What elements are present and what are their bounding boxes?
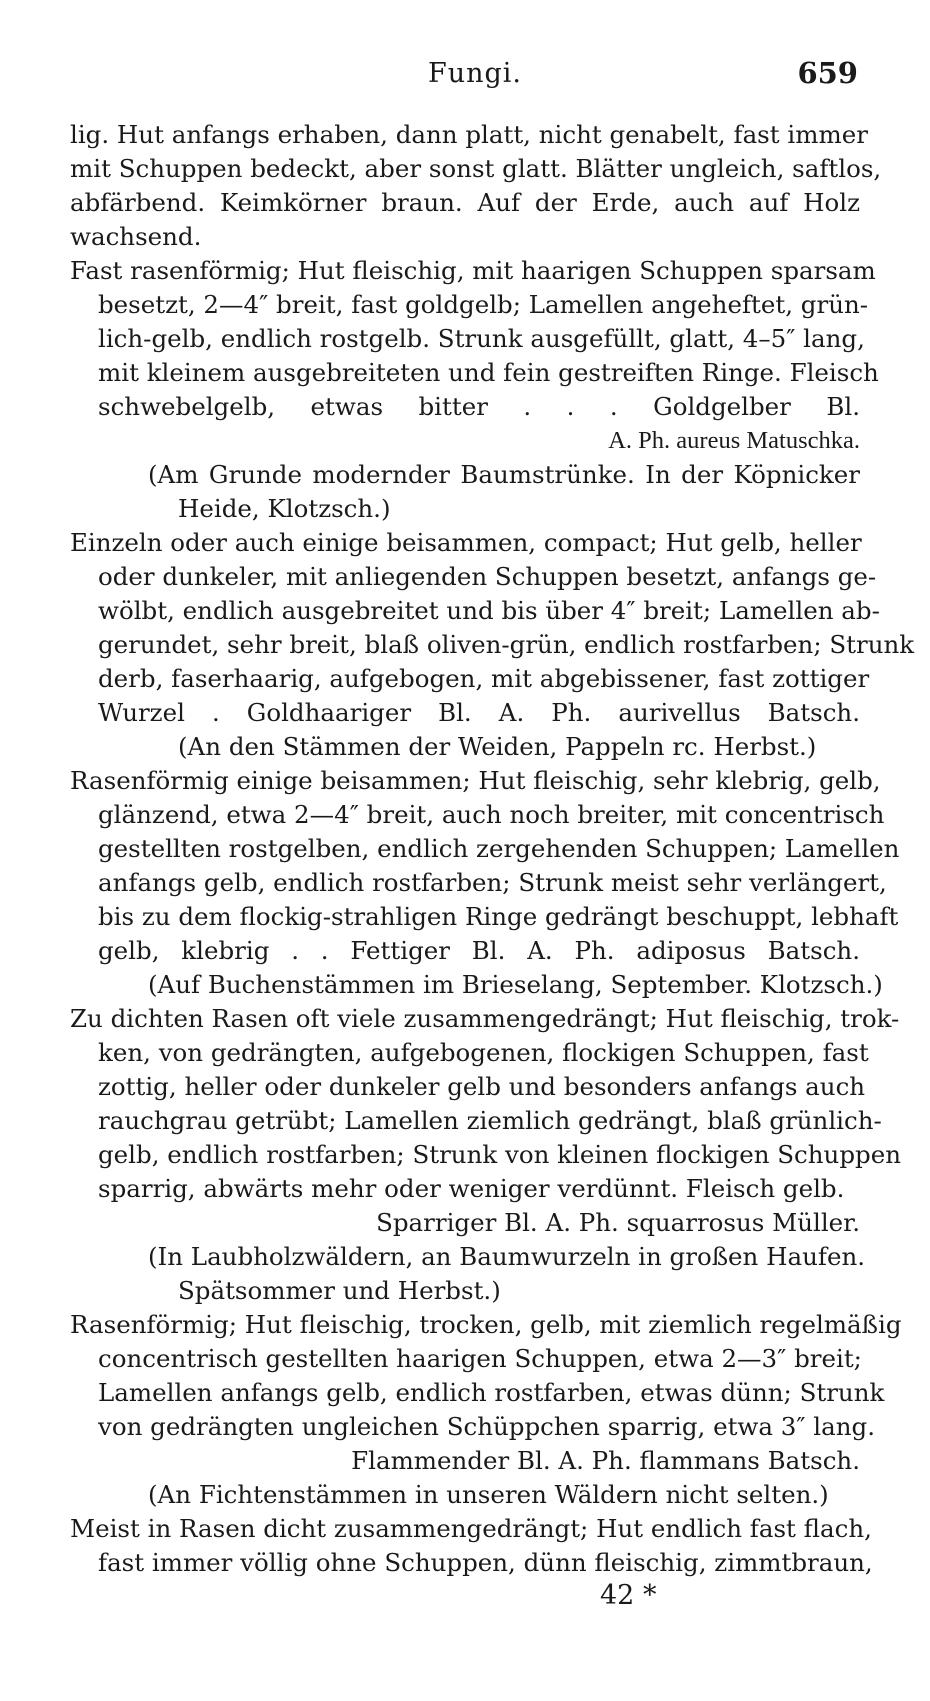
text-line: (An Fichtenstämmen in unseren Wäldern nicht selten.): [148, 1480, 829, 1509]
running-title: Fungi.: [428, 58, 523, 89]
text-line: schwebelgelb, etwas bitter . . . Goldgelber Bl.: [98, 392, 860, 421]
text-line: Rasenförmig einige beisammen; Hut fleischig, sehr klebrig, gelb,: [70, 766, 881, 795]
text-line: zottig, heller oder dunkeler gelb und besonders anfangs auch: [98, 1072, 866, 1101]
text-line: gerundet, sehr breit, blaß oliven-grün, endlich rostfarben; Strunk: [98, 630, 915, 659]
text-line: Rasenförmig; Hut fleischig, trocken, gelb, mit ziemlich regelmäßig: [70, 1310, 902, 1339]
text-line: gestellten rostgelben, endlich zergehenden Schuppen; Lamellen: [98, 834, 900, 863]
text-line: rauchgrau getrübt; Lamellen ziemlich gedrängt, blaß grünlich-: [98, 1106, 882, 1135]
text-line: Lamellen anfangs gelb, endlich rostfarben, etwas dünn; Strunk: [98, 1378, 885, 1407]
text-line: bis zu dem flockig-strahligen Ringe gedrängt beschuppt, lebhaft: [98, 902, 899, 931]
text-line: besetzt, 2—4″ breit, fast goldgelb; Lamellen angeheftet, grün-: [98, 290, 869, 319]
text-line: Sparriger Bl. A. Ph. squarrosus Müller.: [376, 1208, 860, 1237]
text-line: lig. Hut anfangs erhaben, dann platt, nicht genabelt, fast immer: [70, 120, 868, 149]
page-number: 659: [797, 56, 858, 90]
text-line: abfärbend. Keimkörner braun. Auf der Erde, auch auf Holz: [70, 188, 860, 217]
text-line: Zu dichten Rasen oft viele zusammengedrängt; Hut fleischig, trok-: [70, 1004, 900, 1033]
text-line: Meist in Rasen dicht zusammengedrängt; Hut endlich fast flach,: [70, 1514, 872, 1543]
text-line: lich-gelb, endlich rostgelb. Strunk ausgefüllt, glatt, 4–5″ lang,: [98, 324, 865, 353]
text-line: Spätsommer und Herbst.): [178, 1276, 501, 1305]
text-line: Fast rasenförmig; Hut fleischig, mit haarigen Schuppen sparsam: [70, 256, 876, 285]
text-line: mit Schuppen bedeckt, aber sonst glatt. Blätter ungleich, saftlos,: [70, 154, 882, 183]
text-line: anfangs gelb, endlich rostfarben; Strunk meist sehr verlängert,: [98, 868, 887, 897]
signature-mark: 42 *: [600, 1580, 657, 1611]
text-line: wölbt, endlich ausgebreitet und bis über 4″ breit; Lamellen ab-: [98, 596, 880, 625]
page-header: [0, 54, 930, 94]
text-line: ken, von gedrängten, aufgebogenen, flockigen Schuppen, fast: [98, 1038, 869, 1067]
text-line: (In Laubholzwäldern, an Baumwurzeln in großen Haufen.: [148, 1242, 866, 1271]
text-line: wachsend.: [70, 222, 202, 251]
text-line: Wurzel . Goldhaariger Bl. A. Ph. aurivellus Batsch.: [98, 698, 860, 727]
text-line: (Auf Buchenstämmen im Brieselang, September. Klotzsch.): [148, 970, 883, 999]
text-line: A. Ph. aureus Matuschka.: [608, 427, 860, 454]
text-line: gelb, klebrig . . Fettiger Bl. A. Ph. adiposus Batsch.: [98, 936, 860, 965]
text-line: von gedrängten ungleichen Schüppchen sparrig, etwa 3″ lang.: [98, 1412, 876, 1441]
text-line: Heide, Klotzsch.): [178, 494, 391, 523]
body-text: [70, 118, 915, 1580]
text-line: gelb, endlich rostfarben; Strunk von kleinen flockigen Schuppen: [98, 1140, 901, 1169]
text-line: sparrig, abwärts mehr oder weniger verdünnt. Fleisch gelb.: [98, 1174, 845, 1203]
text-line: (An den Stämmen der Weiden, Pappeln rc. Herbst.): [178, 732, 817, 761]
text-line: mit kleinem ausgebreiteten und fein gestreiften Ringe. Fleisch: [98, 358, 879, 387]
text-line: (Am Grunde modernder Baumstrünke. In der Köpnicker: [148, 460, 860, 489]
text-line: oder dunkeler, mit anliegenden Schuppen besetzt, anfangs ge-: [98, 562, 877, 591]
text-line: fast immer völlig ohne Schuppen, dünn fleischig, zimmtbraun,: [98, 1548, 873, 1577]
text-line: Einzeln oder auch einige beisammen, compact; Hut gelb, heller: [70, 528, 862, 557]
text-line: concentrisch gestellten haarigen Schuppen, etwa 2—3″ breit;: [98, 1344, 862, 1373]
text-line: glänzend, etwa 2—4″ breit, auch noch breiter, mit concentrisch: [98, 800, 885, 829]
text-line: derb, faserhaarig, aufgebogen, mit abgebissener, fast zottiger: [98, 664, 870, 693]
text-line: Flammender Bl. A. Ph. flammans Batsch.: [351, 1446, 860, 1475]
